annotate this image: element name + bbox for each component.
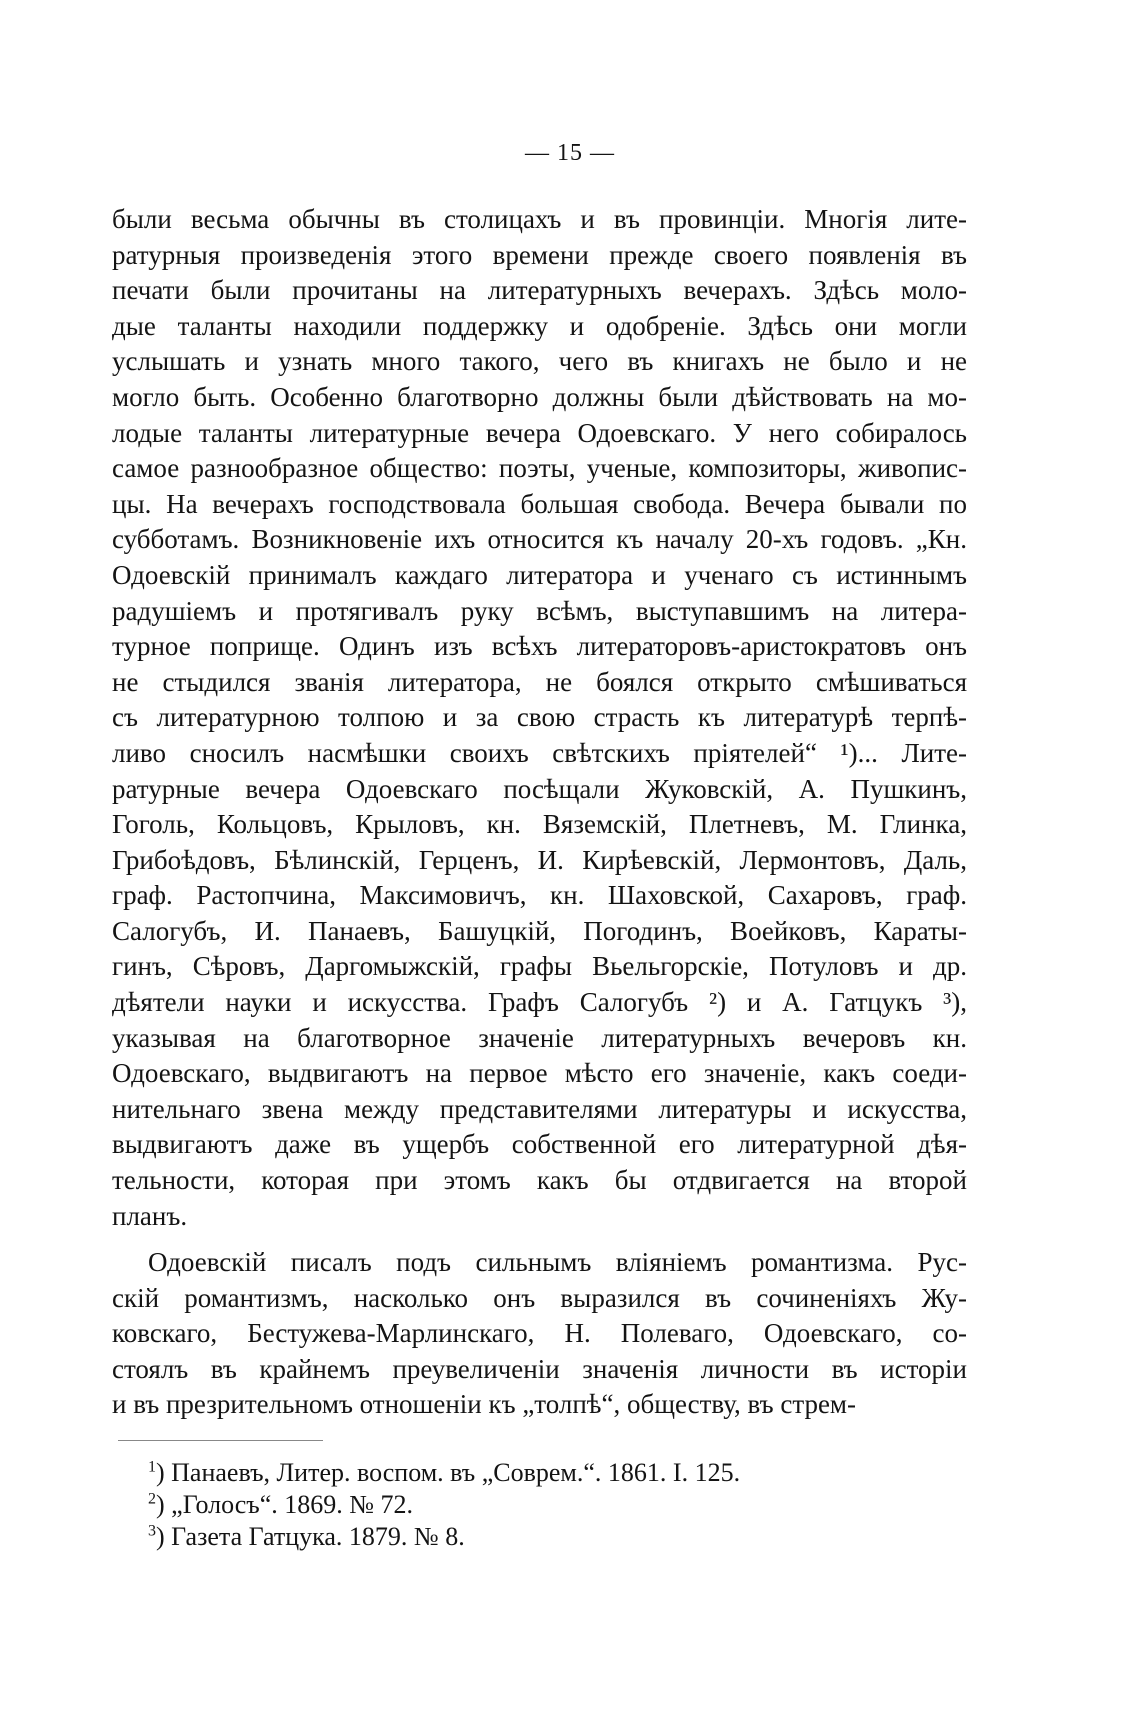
text-line: были весьма обычны въ столицахъ и въ провинціи. Многія лите- [112,204,967,234]
text-line: самое разнообразное общество: поэты, ученые, композиторы, живопис- [112,453,967,484]
text-line: радушіемъ и протягивалъ руку всѣмъ, выступавшимъ на литера- [112,595,967,626]
text-line: и въ презрительномъ отношеніи къ „толпѣ“, обществу, въ стрем- [112,1389,857,1420]
text-line: дые таланты находили поддержку и одобреніе. Здѣсь они могли [112,310,967,341]
text-line: Одоевскаго, выдвигаютъ на первое мѣсто его значеніе, какъ соеди- [112,1058,967,1089]
text-line: не стыдился званія литератора, не боялся открыто смѣшиваться [112,666,967,697]
text-line: Гоголь, Кольцовъ, Крыловъ, кн. Вяземскій, Плетневъ, М. Глинка, [112,809,967,840]
text-line: ратурные вечера Одоевскаго посѣщали Жуковскій, А. Пушкинъ, [112,773,967,804]
footnote-item [148,1489,740,1521]
text-line: Салогубъ, И. Панаевъ, Башуцкій, Погодинъ, Воейковъ, Караты- [112,915,967,946]
text-line: ратурныя произведенія этого времени прежде своего появленія въ [112,239,967,270]
text-line: выдвигаютъ даже въ ущербъ собственной его литературной дѣя- [112,1129,967,1160]
text-line: ливо сносилъ насмѣшки своихъ свѣтскихъ пріятелей“ ¹)... Лите- [112,737,967,768]
text-line: могло быть. Особенно благотворно должны были дѣйствовать на мо- [112,381,967,412]
text-line: субботамъ. Возникновеніе ихъ относится къ началу 20-хъ годовъ. „Кн. [112,524,967,555]
footnote-mark: 1 [148,1458,156,1476]
footnote-divider [118,1440,323,1441]
text-line: указывая на благотворное значеніе литературныхъ вечеровъ кн. [112,1022,967,1053]
text-line: Одоевскій принималъ каждаго литератора и ученаго съ истиннымъ [112,559,967,590]
footnote-mark: 2 [148,1490,156,1508]
text-line: турное поприще. Одинъ изъ всѣхъ литераторовъ-аристократовъ онъ [112,631,967,662]
footnote-text: ) Газета Гатцука. 1879. № 8. [156,1522,465,1551]
paragraph-1 [112,202,967,1234]
footnote-item [148,1521,740,1553]
footnote-text: ) Панаевъ, Литер. воспом. въ „Соврем.“. 1861. I. 125. [156,1458,741,1487]
footnote-item [148,1457,740,1489]
text-line: цы. На вечерахъ господствовала большая свобода. Вечера бывали по [112,488,967,519]
text-line: нительнаго звена между представителями литературы и искусства, [112,1093,967,1124]
page-number: — 15 — [525,140,615,166]
text-line: стоялъ въ крайнемъ преувеличеніи значенія личности въ исторіи [112,1353,967,1384]
text-line: гинъ, Сѣровъ, Даргомыжскій, графы Вьельгорскіе, Потуловъ и др. [112,951,967,982]
text-line: услышать и узнать много такого, чего въ книгахъ не было и не [112,346,967,377]
footnote-text: ) „Голосъ“. 1869. № 72. [156,1490,414,1519]
text-line: граф. Растопчина, Максимовичъ, кн. Шаховской, Сахаровъ, граф. [112,880,967,911]
footnotes [148,1457,740,1553]
text-line: Грибоѣдовъ, Бѣлинскій, Герценъ, И. Кирѣевскій, Лермонтовъ, Даль, [112,844,967,875]
footnote-mark: 3 [148,1522,156,1540]
text-line: планъ. [112,1200,188,1231]
text-line: скій романтизмъ, насколько онъ выразился въ сочиненіяхъ Жу- [112,1282,967,1313]
text-line: Одоевскій писалъ подъ сильнымъ вліяніемъ романтизма. Рус- [148,1247,967,1277]
paragraph-2 [112,1245,967,1423]
text-line: ковскаго, Бестужева-Марлинскаго, Н. Полеваго, Одоевскаго, со- [112,1318,967,1349]
text-line: дѣятели науки и искусства. Графъ Салогубъ ²) и А. Гатцукъ ³), [112,987,967,1018]
text-line: тельности, которая при этомъ какъ бы отдвигается на второй [112,1165,967,1196]
text-line: съ литературною толпою и за свою страсть къ литературѣ терпѣ- [112,702,967,733]
text-line: лодые таланты литературные вечера Одоевскаго. У него собиралось [112,417,967,448]
text-line: печати были прочитаны на литературныхъ вечерахъ. Здѣсь моло- [112,275,967,306]
